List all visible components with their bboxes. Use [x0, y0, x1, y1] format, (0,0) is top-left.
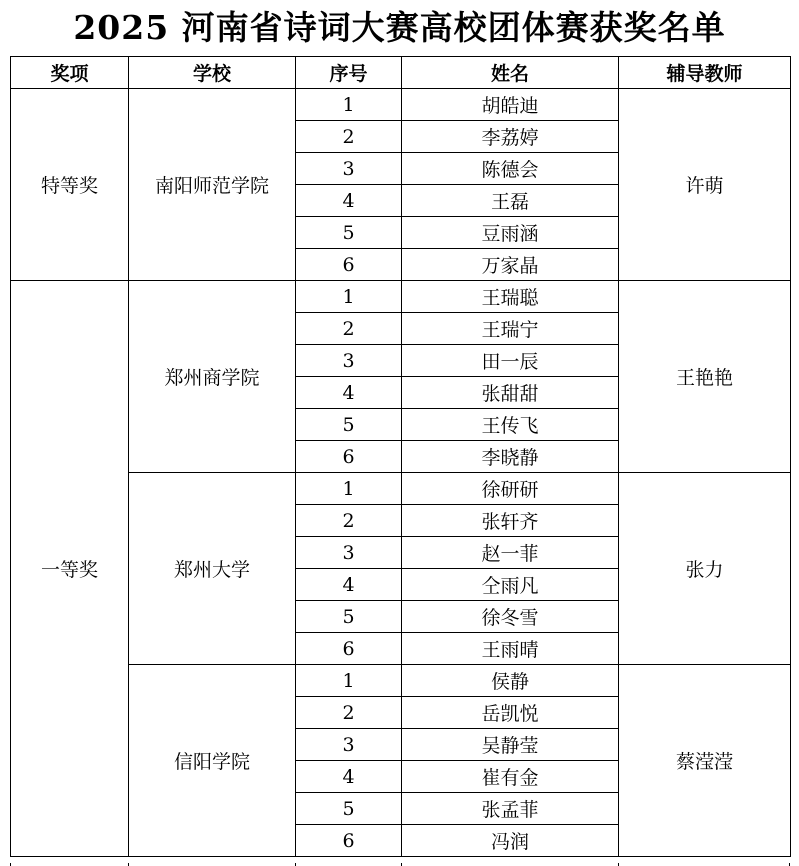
member-name-cell: 田一辰: [402, 345, 619, 377]
member-number-cell: 4: [296, 185, 402, 217]
award-cell: 一等奖: [11, 281, 129, 857]
member-name-cell: 崔有金: [402, 761, 619, 793]
school-cell: 信阳学院: [129, 665, 296, 857]
school-cell: 郑州商学院: [129, 281, 296, 473]
member-number-cell: 1: [296, 281, 402, 313]
member-name-cell: 张甜甜: [402, 377, 619, 409]
member-number-cell: 1: [296, 665, 402, 697]
member-name-cell: 胡皓迪: [402, 89, 619, 121]
member-name-cell: 吴静莹: [402, 729, 619, 761]
member-number-cell: 4: [296, 569, 402, 601]
member-number-cell: 1: [296, 473, 402, 505]
member-number-cell: 6: [296, 825, 402, 857]
member-name-cell: 仝雨凡: [402, 569, 619, 601]
member-name-cell: 徐冬雪: [402, 601, 619, 633]
header-teacher: 辅导教师: [619, 57, 791, 89]
member-name-cell: 冯润: [402, 825, 619, 857]
member-name-cell: 陈德会: [402, 153, 619, 185]
school-cell: 郑州大学: [129, 473, 296, 665]
member-number-cell: 5: [296, 217, 402, 249]
header-award: 奖项: [11, 57, 129, 89]
member-name-cell: 徐研研: [402, 473, 619, 505]
member-number-cell: 5: [296, 793, 402, 825]
teacher-cell: 许萌: [619, 89, 791, 281]
member-number-cell: 3: [296, 729, 402, 761]
member-number-cell: 2: [296, 505, 402, 537]
member-name-cell: 李荔婷: [402, 121, 619, 153]
member-name-cell: 赵一菲: [402, 537, 619, 569]
member-name-cell: 王雨晴: [402, 633, 619, 665]
member-name-cell: 万家晶: [402, 249, 619, 281]
member-number-cell: 2: [296, 697, 402, 729]
member-name-cell: 张孟菲: [402, 793, 619, 825]
header-name: 姓名: [402, 57, 619, 89]
member-number-cell: 2: [296, 121, 402, 153]
member-number-cell: 6: [296, 633, 402, 665]
member-name-cell: 王瑞聪: [402, 281, 619, 313]
page-title: 2025 河南省诗词大赛高校团体赛获奖名单: [73, 8, 726, 47]
member-number-cell: 3: [296, 345, 402, 377]
member-name-cell: 王磊: [402, 185, 619, 217]
member-number-cell: 2: [296, 313, 402, 345]
member-name-cell: 王传飞: [402, 409, 619, 441]
teacher-cell: 张力: [619, 473, 791, 665]
member-number-cell: 6: [296, 441, 402, 473]
member-number-cell: 6: [296, 249, 402, 281]
table-row: [11, 89, 791, 121]
award-cell: 特等奖: [11, 89, 129, 281]
member-number-cell: 4: [296, 377, 402, 409]
member-number-cell: 1: [296, 89, 402, 121]
member-name-cell: 王瑞宁: [402, 313, 619, 345]
teacher-cell: 王艳艳: [619, 281, 791, 473]
table-row: [11, 281, 791, 313]
school-cell: 南阳师范学院: [129, 89, 296, 281]
member-number-cell: 3: [296, 153, 402, 185]
member-name-cell: 张轩齐: [402, 505, 619, 537]
member-number-cell: 3: [296, 537, 402, 569]
member-name-cell: 豆雨涵: [402, 217, 619, 249]
header-school: 学校: [129, 57, 296, 89]
member-name-cell: 岳凯悦: [402, 697, 619, 729]
member-number-cell: 5: [296, 409, 402, 441]
member-number-cell: 5: [296, 601, 402, 633]
member-name-cell: 李晓静: [402, 441, 619, 473]
awards-table: [10, 56, 791, 857]
member-number-cell: 4: [296, 761, 402, 793]
teacher-cell: 蔡滢滢: [619, 665, 791, 857]
header-number: 序号: [296, 57, 402, 89]
table-header-row: [11, 57, 791, 89]
member-name-cell: 侯静: [402, 665, 619, 697]
awards-body: [11, 89, 791, 857]
